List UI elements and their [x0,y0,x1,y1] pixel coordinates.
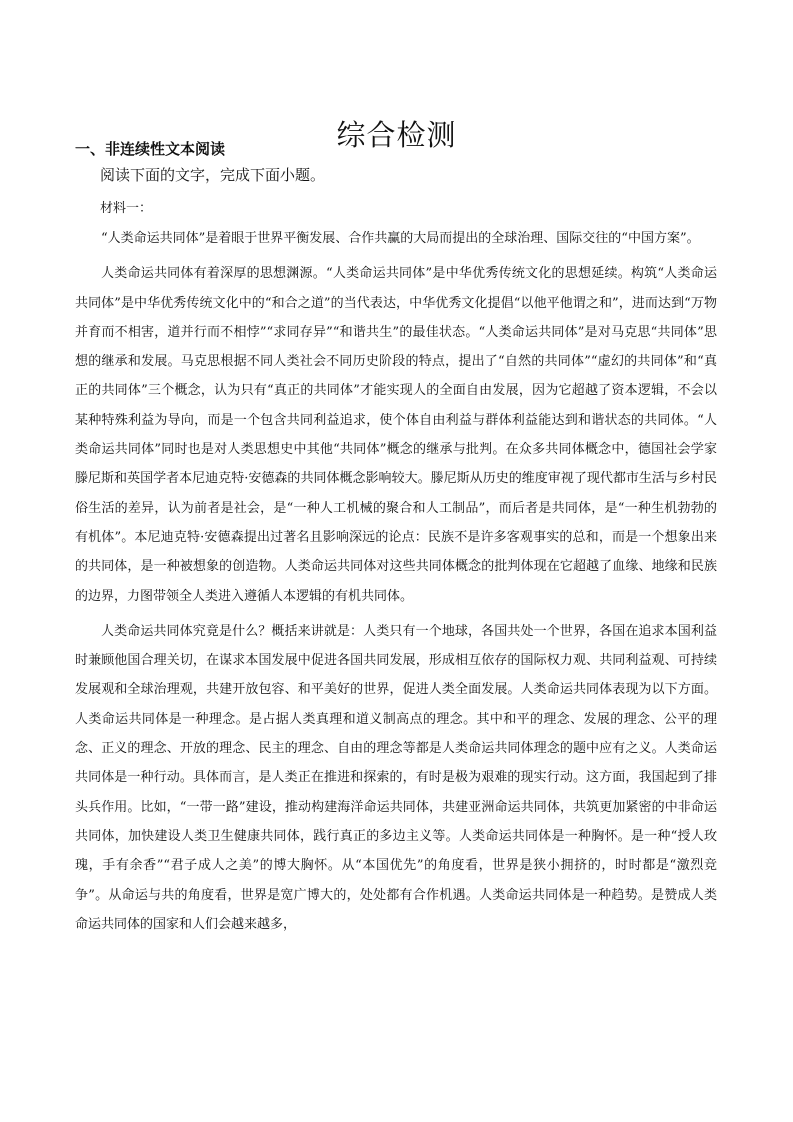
paragraph-2: 人类命运共同体有着深厚的思想渊源。“人类命运共同体”是中华优秀传统文化的思想延续。构筑“人类命运共同体”是中华优秀传统文化中的“和合之道”的当代表达，中华优秀文化提倡“以他平他谓之和”，进而达到“万物并育而不相害，道并行而不相悖”“求同存异”“和谐共生”的最佳状态。“人类命运共同体”是对马克思“共同体”思想的继承和发展。马克思根据不同人类社会不同历史阶段的特点，提出了“自然的共同体”“虚幻的共同体”和“真正的共同体”三个概念，认为只有“真正的共同体”才能实现人的全面自由发展，因为它超越了资本逻辑，不会以某种特殊利益为导向，而是一个包含共同利益追求，使个体自由利益与群体利益能达到和谐状态的共同体。“人类命运共同体”同时也是对人类思想史中其他“共同体”概念的继承与批判。在众多共同体概念中，德国社会学家滕尼斯和英国学者本尼迪克特·安德森的共同体概念影响较大。滕尼斯从历史的维度审视了现代都市生活与乡村民俗生活的差异，认为前者是社会，是“一种人工机械的聚合和人工制品”，而后者是共同体，是“一种生机勃勃的有机体”。本尼迪克特·安德森提出过著名且影响深远的论点：民族不是许多客观事实的总和，而是一个想象出来的共同体，是一种被想象的创造物。人类命运共同体对这些共同体概念的批判体现在它超越了血缘、地缘和民族的边界，力图带领全人类进入遵循人本逻辑的有机共同体。 [75,266,717,604]
paragraph-1: “人类命运共同体”是着眼于世界平衡发展、合作共赢的大局而提出的全球治理、国际交往的“中国方案”。 [101,231,700,246]
material-label: 材料一： [100,201,153,216]
page-title: 综合检测 [336,118,457,153]
instruction-text: 阅读下面的文字，完成下面小题。 [100,166,326,184]
section-heading: 一、非连续性文本阅读 [75,140,226,158]
article-body [75,224,717,945]
paragraph-3: 人类命运共同体究竟是什么？概括来讲就是：人类只有一个地球，各国共处一个世界，各国在追求本国利益时兼顾他国合理关切，在谋求本国发展中促进各国共同发展，形成相互依存的国际权力观、共同利益观、可持续发展观和全球治理观，共建开放包容、和平美好的世界，促进人类全面发展。人类命运共同体表现为以下方面。人类命运共同体是一种理念。是占据人类真理和道义制高点的理念。其中和平的理念、发展的理念、公平的理念、正义的理念、开放的理念、民主的理念、自由的理念等都是人类命运共同体理念的题中应有之义。人类命运共同体是一种行动。具体而言，是人类正在推进和探索的，有时是极为艰难的现实行动。这方面，我国起到了排头兵作用。比如，“一带一路”建设，推动构建海洋命运共同体，共建亚洲命运共同体，共筑更加紧密的中非命运共同体，加快建设人类卫生健康共同体，践行真正的多边主义等。人类命运共同体是一种胸怀。是一种“授人玫瑰，手有余香”“君子成人之美”的博大胸怀。从“本国优先”的角度看，世界是狭小拥挤的，时时都是“激烈竞争”。从命运与共的角度看，世界是宽广博大的，处处都有合作机遇。人类命运共同体是一种趋势。是赞成人类命运共同体的国家和人们会越来越多， [75,623,717,932]
